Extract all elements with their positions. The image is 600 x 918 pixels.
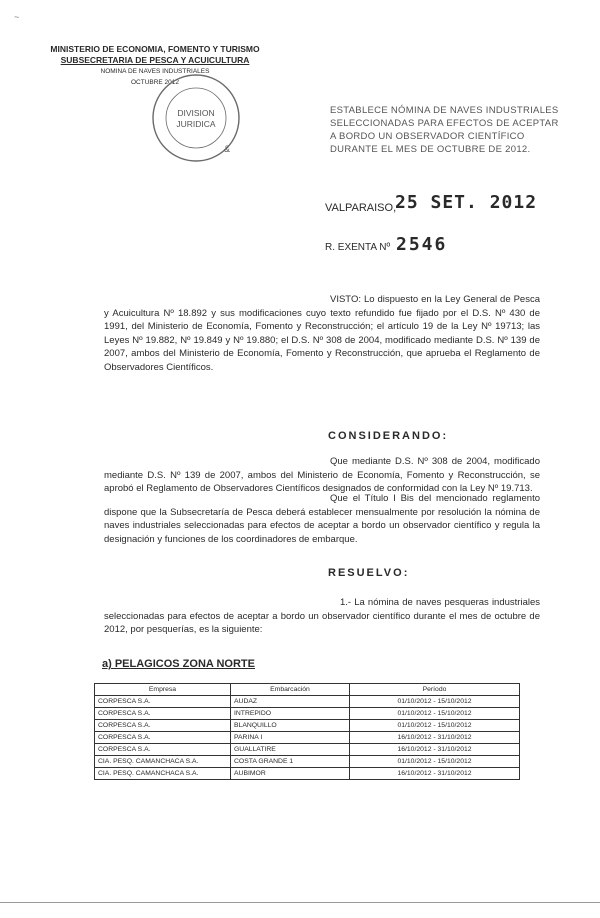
stamp-ampersand-mark: &: [224, 144, 231, 154]
table-row: [95, 732, 520, 744]
visto-paragraph: VISTO: Lo dispuesto en la Ley General de Pesca y Acuicultura Nº 18.892 y sus modificaciones cuyo texto refundido fue fijado por el D.S. Nº 430 de 1991, del Ministerio de Economía, Fomento y Reconstrucción; el artículo 19 de la Ley Nº 19713; las Leyes Nº 19.882, Nº 19.849 y Nº 19.880; el D.S. Nº 308 de 2004, modificado mediante D.S. Nº 139 de 2007, ambos del Ministerio de Economía, Fomento y Reconstrucción, que aprueba el Reglamento de Observadores Científicos.: [104, 294, 540, 373]
cell-empresa: CORPESCA S.A.: [95, 744, 231, 756]
cell-periodo: 01/10/2012 - 15/10/2012: [350, 720, 520, 732]
document-title: ESTABLECE NÓMINA DE NAVES INDUSTRIALES SELECCIONADAS PARA EFECTOS DE ACEPTAR A BORDO UN OBSERVADOR CIENTÍFICO DURANTE EL MES DE OCTUBRE DE 2012.: [330, 105, 559, 155]
cell-empresa: CIA. PESQ. CAMANCHACA S.A.: [95, 768, 231, 780]
resolution-number: 2546: [396, 234, 448, 255]
resuelvo-heading: RESUELVO:: [328, 567, 410, 579]
cell-empresa: CIA. PESQ. CAMANCHACA S.A.: [95, 756, 231, 768]
considerando-heading: CONSIDERANDO:: [328, 430, 449, 442]
column-header-empresa: Empresa: [95, 684, 231, 696]
cell-empresa: CORPESCA S.A.: [95, 732, 231, 744]
cell-periodo: 01/10/2012 - 15/10/2012: [350, 756, 520, 768]
vessels-table: [94, 683, 520, 780]
place-label: VALPARAISO,: [325, 202, 397, 214]
cell-empresa: CORPESCA S.A.: [95, 720, 231, 732]
column-header-embarcacion: Embarcación: [231, 684, 350, 696]
cell-periodo: 01/10/2012 - 15/10/2012: [350, 708, 520, 720]
resuelvo-paragraph-1: 1.- La nómina de naves pesqueras industriales seleccionadas para efectos de aceptar a bordo un observador científico durante el mes de octubre de 2012, por pesquerías, es la siguiente:: [104, 597, 540, 635]
stamp-division-text: DIVISION: [177, 108, 215, 118]
letterhead-ministry: MINISTERIO DE ECONOMIA, FOMENTO Y TURISMO: [50, 44, 260, 54]
cell-embarcacion: PARINA I: [231, 732, 350, 744]
cell-periodo: 16/10/2012 - 31/10/2012: [350, 768, 520, 780]
table-row: [95, 696, 520, 708]
cell-periodo: 01/10/2012 - 15/10/2012: [350, 696, 520, 708]
cell-periodo: 16/10/2012 - 31/10/2012: [350, 744, 520, 756]
cell-embarcacion: AUDAZ: [231, 696, 350, 708]
cell-embarcacion: COSTA GRANDE 1: [231, 756, 350, 768]
column-header-periodo: Período: [350, 684, 520, 696]
letterhead-subsecretaria: SUBSECRETARIA DE PESCA Y ACUICULTURA: [60, 55, 250, 65]
cell-empresa: CORPESCA S.A.: [95, 696, 231, 708]
corner-mark: ~: [14, 12, 20, 22]
letterhead-subject: NOMINA DE NAVES INDUSTRIALES: [100, 68, 210, 75]
table-row: [95, 720, 520, 732]
cell-embarcacion: BLANQUILLO: [231, 720, 350, 732]
cell-embarcacion: INTREPIDO: [231, 708, 350, 720]
cell-embarcacion: AUBIMOR: [231, 768, 350, 780]
table-row: [95, 756, 520, 768]
cell-embarcacion: GUALLATIRE: [231, 744, 350, 756]
table-row: [95, 708, 520, 720]
cell-periodo: 16/10/2012 - 31/10/2012: [350, 732, 520, 744]
table-row: [95, 744, 520, 756]
section-pelagicos-zona-norte: a) PELAGICOS ZONA NORTE: [102, 658, 255, 670]
table-row: [95, 768, 520, 780]
page-bottom-divider: [0, 902, 600, 903]
resolution-label: R. EXENTA Nº: [325, 242, 391, 253]
letterhead-month: OCTUBRE 2012: [130, 79, 180, 86]
considerando-paragraph-1: Que mediante D.S. Nº 308 de 2004, modificado mediante D.S. Nº 139 de 2007, ambos del Ministerio de Economía, Fomento y Reconstrucción, se aprobó el Reglamento de Observadores Científicos designados de conformidad con la Ley Nº 19.713.: [104, 456, 540, 494]
date-stamp: 25 SET. 2012: [395, 192, 538, 213]
considerando-paragraph-2: Que el Título I Bis del mencionado reglamento dispone que la Subsecretaría de Pesca deberá establecer mensualmente por resolución la nómina de naves industriales seleccionadas para efectos de aceptar a bordo un observador científico y regula la designación y funciones de los coordinadores de embarque.: [104, 493, 540, 545]
table-header-row: [95, 684, 520, 696]
stamp-juridica-text: JURIDICA: [176, 119, 216, 129]
cell-empresa: CORPESCA S.A.: [95, 708, 231, 720]
division-juridica-stamp: [150, 72, 242, 164]
